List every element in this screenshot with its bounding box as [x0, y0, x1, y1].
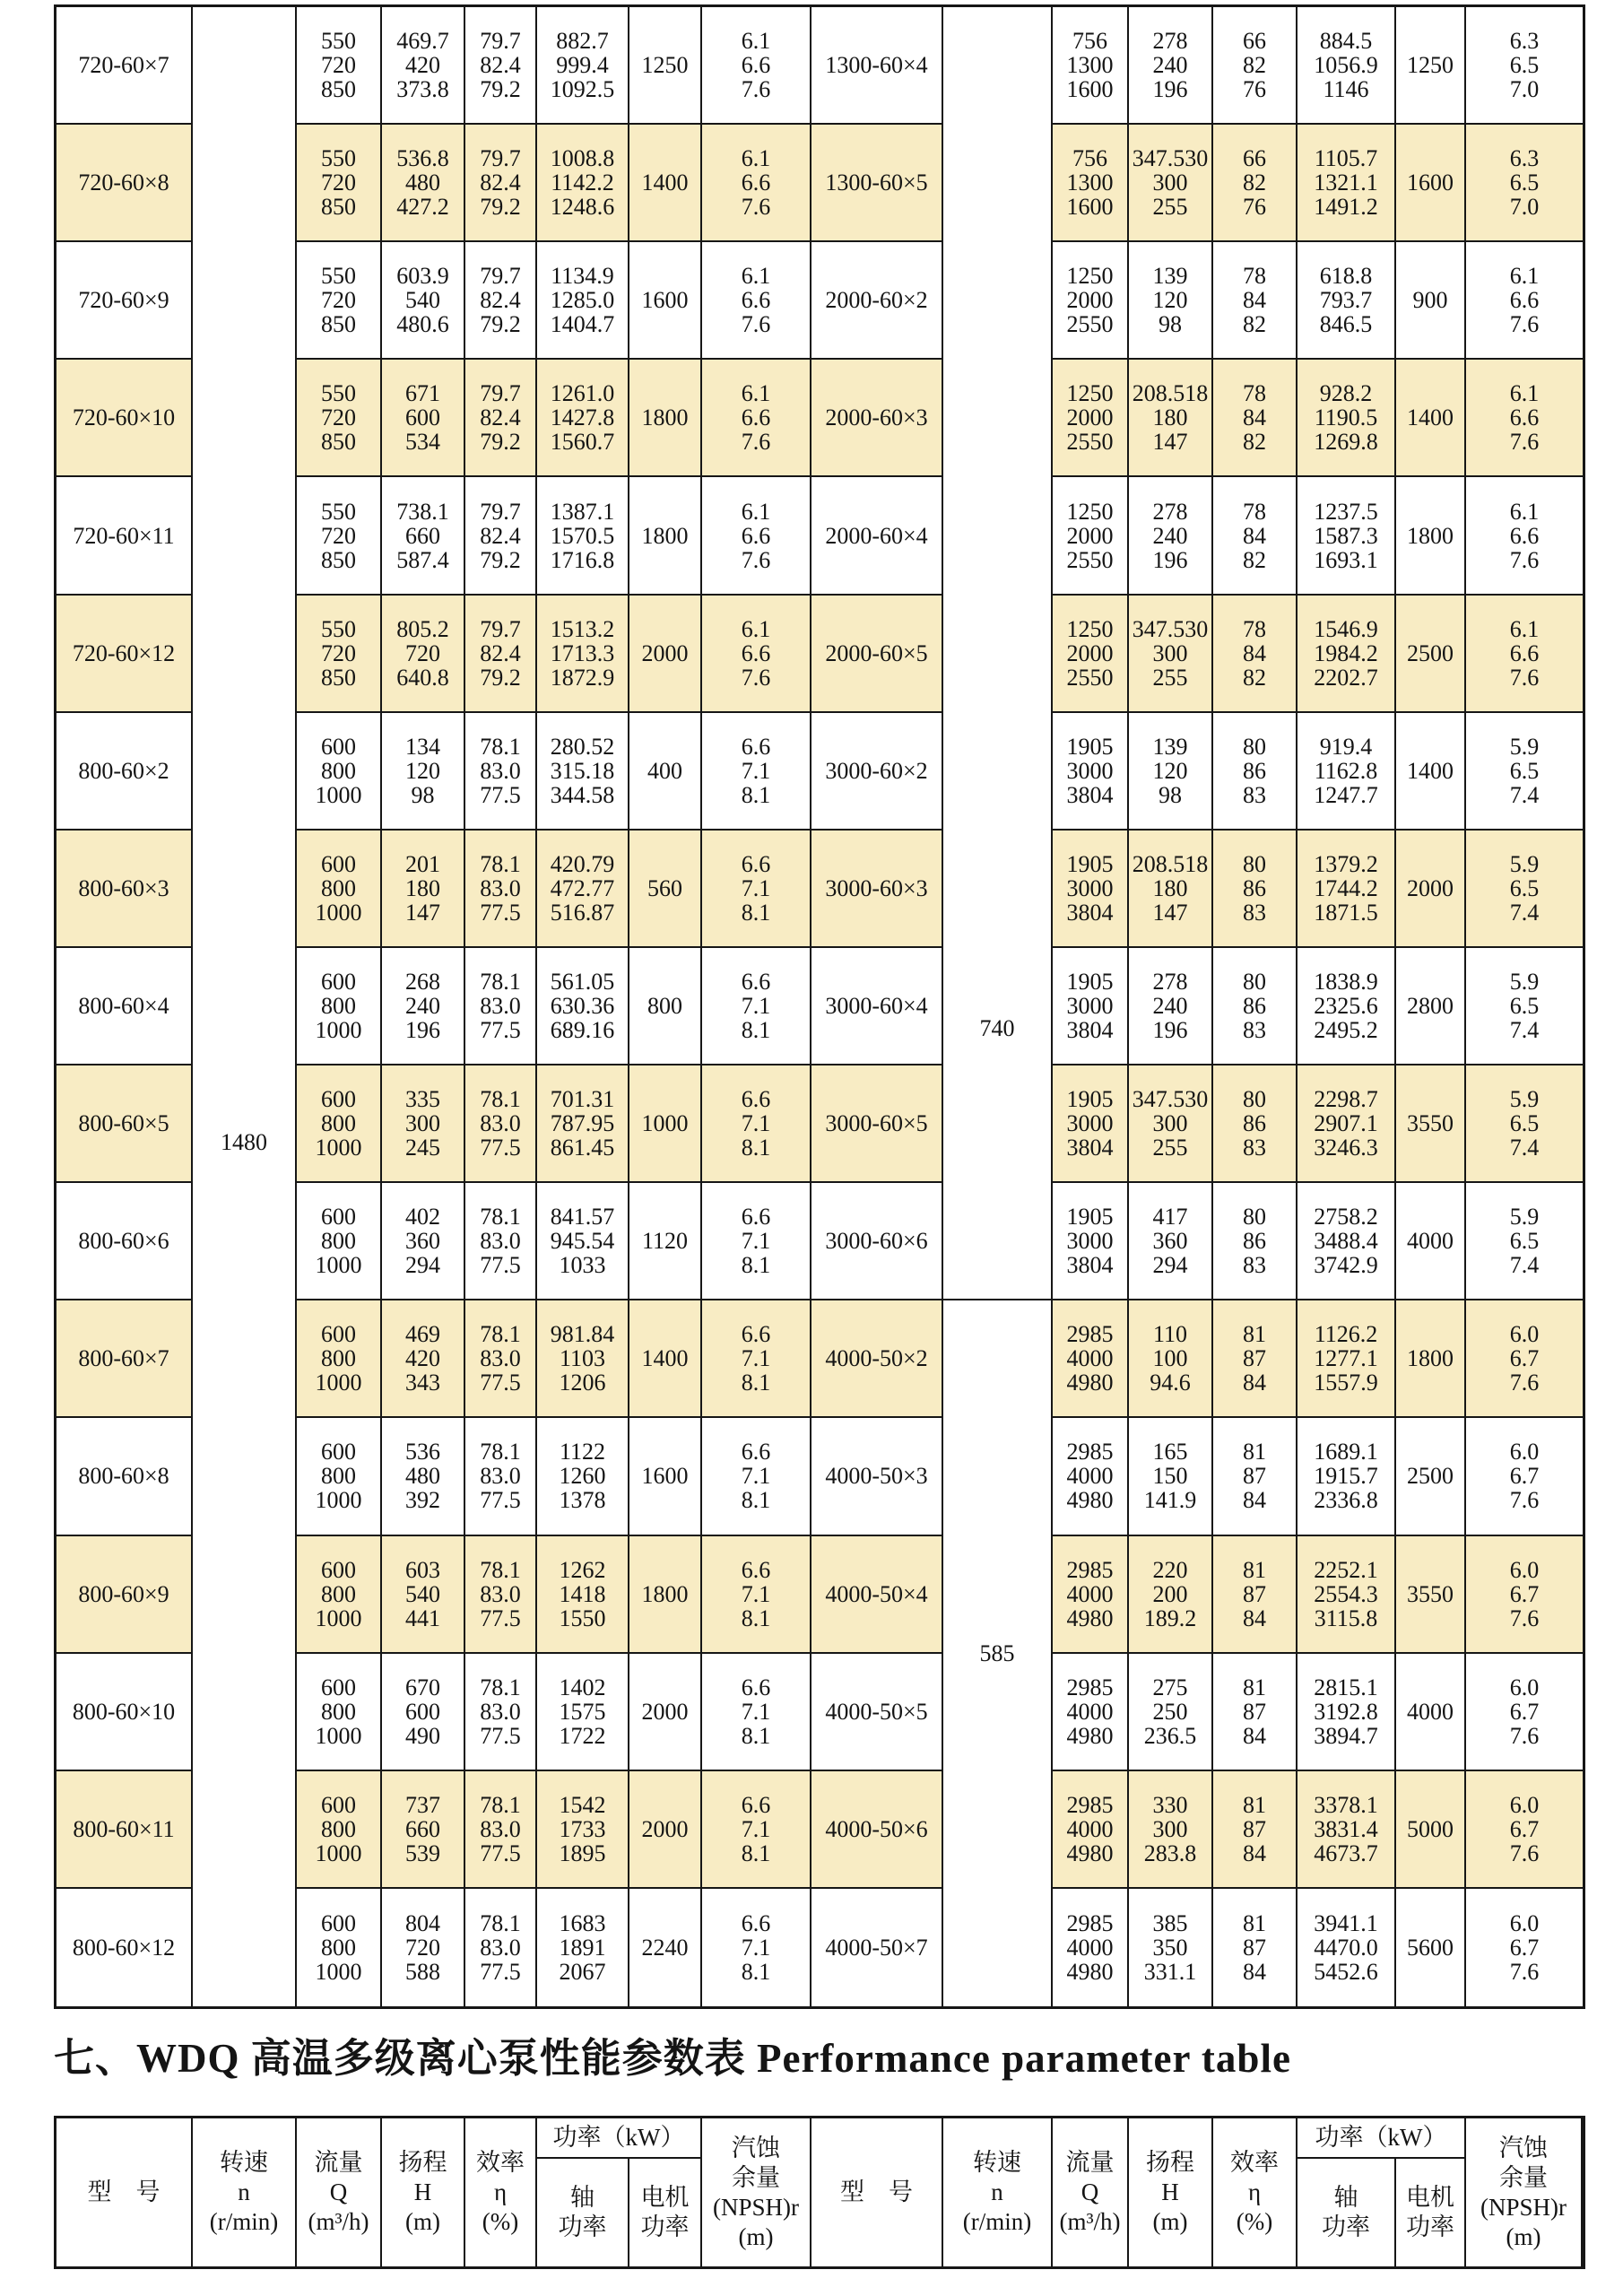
right-head-values: 278 240 196: [1129, 7, 1213, 125]
right-motor-power-value: 5000: [1396, 1771, 1466, 1889]
left-shaft-power-values: 1134.9 1285.0 1404.7: [537, 242, 629, 360]
right-model-cell: 3000-60×6: [812, 1183, 943, 1300]
left-motor-power-value: 2000: [629, 596, 702, 713]
left-head-values: 805.2 720 640.8: [382, 596, 465, 713]
left-efficiency-values: 78.1 83.0 77.5: [465, 831, 537, 948]
left-npsh-values: 6.6 7.1 8.1: [702, 831, 812, 948]
right-npsh-values: 5.9 6.5 7.4: [1466, 948, 1583, 1065]
right-motor-power-value: 1400: [1396, 713, 1466, 831]
left-head-values: 536 480 392: [382, 1418, 465, 1535]
left-head-values: 670 600 490: [382, 1654, 465, 1771]
left-flow-values: 600 800 1000: [297, 1771, 382, 1889]
left-motor-power-value: 2240: [629, 1889, 702, 2006]
left-model-cell: 720-60×9: [56, 242, 193, 360]
left-shaft-power-values: 1008.8 1142.2 1248.6: [537, 125, 629, 242]
right-efficiency-values: 78 84 82: [1213, 477, 1298, 595]
right-npsh-values: 6.0 6.7 7.6: [1466, 1536, 1583, 1654]
right-motor-power-value: 2500: [1396, 1418, 1466, 1535]
left-head-values: 268 240 196: [382, 948, 465, 1065]
left-model-cell: 720-60×8: [56, 125, 193, 242]
right-head-values: 278 240 196: [1129, 948, 1213, 1065]
left-shaft-power-values: 1513.2 1713.3 1872.9: [537, 596, 629, 713]
right-head-values: 385 350 331.1: [1129, 1889, 1213, 2006]
left-flow-values: 600 800 1000: [297, 713, 382, 831]
left-model-cell: 800-60×6: [56, 1183, 193, 1300]
left-model-cell: 800-60×11: [56, 1771, 193, 1889]
header-efficiency-2: 效率 η (%): [1213, 2118, 1298, 2266]
left-efficiency-values: 79.7 82.4 79.2: [465, 7, 537, 125]
right-efficiency-values: 80 86 83: [1213, 948, 1298, 1065]
header-head-2: 扬程 H (m): [1129, 2118, 1213, 2266]
right-motor-power-value: 1800: [1396, 1300, 1466, 1418]
speed-cell-left: [193, 7, 297, 2006]
right-head-values: 208.518 180 147: [1129, 831, 1213, 948]
left-npsh-values: 6.6 7.1 8.1: [702, 1771, 812, 1889]
right-motor-power-value: 2500: [1396, 596, 1466, 713]
left-motor-power-value: 1800: [629, 477, 702, 595]
left-flow-values: 600 800 1000: [297, 1183, 382, 1300]
right-model-cell: 1300-60×4: [812, 7, 943, 125]
left-shaft-power-values: 280.52 315.18 344.58: [537, 713, 629, 831]
left-npsh-values: 6.1 6.6 7.6: [702, 596, 812, 713]
left-head-values: 671 600 534: [382, 360, 465, 477]
right-model-cell: 4000-50×7: [812, 1889, 943, 2006]
right-npsh-values: 6.3 6.5 7.0: [1466, 7, 1583, 125]
right-head-values: 278 240 196: [1129, 477, 1213, 595]
left-shaft-power-values: 1122 1260 1378: [537, 1418, 629, 1535]
right-efficiency-values: 80 86 83: [1213, 1183, 1298, 1300]
left-npsh-values: 6.6 7.1 8.1: [702, 1654, 812, 1771]
right-flow-values: 2985 4000 4980: [1053, 1418, 1129, 1535]
right-motor-power-value: 4000: [1396, 1183, 1466, 1300]
left-model-cell: 800-60×9: [56, 1536, 193, 1654]
speed-value-1480: 1480: [221, 1129, 267, 1155]
right-shaft-power-values: 3941.1 4470.0 5452.6: [1298, 1889, 1396, 2006]
left-npsh-values: 6.1 6.6 7.6: [702, 242, 812, 360]
right-shaft-power-values: 2815.1 3192.8 3894.7: [1298, 1654, 1396, 1771]
left-motor-power-value: 400: [629, 713, 702, 831]
left-efficiency-values: 78.1 83.0 77.5: [465, 1300, 537, 1418]
right-head-values: 165 150 141.9: [1129, 1418, 1213, 1535]
right-npsh-values: 5.9 6.5 7.4: [1466, 713, 1583, 831]
left-efficiency-values: 79.7 82.4 79.2: [465, 125, 537, 242]
left-model-cell: 800-60×3: [56, 831, 193, 948]
left-flow-values: 600 800 1000: [297, 1065, 382, 1183]
left-npsh-values: 6.6 7.1 8.1: [702, 1300, 812, 1418]
speed-value-740: 740: [979, 1015, 1015, 1041]
right-shaft-power-values: 928.2 1190.5 1269.8: [1298, 360, 1396, 477]
right-efficiency-values: 66 82 76: [1213, 7, 1298, 125]
right-npsh-values: 6.0 6.7 7.6: [1466, 1771, 1583, 1889]
right-model-cell: 2000-60×4: [812, 477, 943, 595]
left-flow-values: 550 720 850: [297, 125, 382, 242]
left-shaft-power-values: 882.7 999.4 1092.5: [537, 7, 629, 125]
left-motor-power-value: 800: [629, 948, 702, 1065]
right-npsh-values: 6.0 6.7 7.6: [1466, 1654, 1583, 1771]
left-model-cell: 720-60×11: [56, 477, 193, 595]
right-npsh-values: 6.1 6.6 7.6: [1466, 360, 1583, 477]
left-motor-power-value: 2000: [629, 1654, 702, 1771]
left-efficiency-values: 78.1 83.0 77.5: [465, 948, 537, 1065]
right-model-cell: 3000-60×2: [812, 713, 943, 831]
left-npsh-values: 6.6 7.1 8.1: [702, 1183, 812, 1300]
right-efficiency-values: 78 84 82: [1213, 360, 1298, 477]
left-flow-values: 600 800 1000: [297, 1889, 382, 2006]
left-model-cell: 720-60×7: [56, 7, 193, 125]
header-npsh-2: 汽蚀 余量 (NPSH)r (m): [1466, 2118, 1583, 2266]
section-title: 七、WDQ 高温多级离心泵性能参数表 Performance parameter table: [54, 2036, 1291, 2081]
right-head-values: 220 200 189.2: [1129, 1536, 1213, 1654]
speed-cell-right-upper: [943, 7, 1053, 1300]
left-flow-values: 600 800 1000: [297, 831, 382, 948]
header-npsh: 汽蚀 余量 (NPSH)r (m): [702, 2118, 812, 2266]
left-efficiency-values: 78.1 83.0 77.5: [465, 713, 537, 831]
left-efficiency-values: 79.7 82.4 79.2: [465, 242, 537, 360]
right-efficiency-values: 80 86 83: [1213, 713, 1298, 831]
right-flow-values: 1905 3000 3804: [1053, 713, 1129, 831]
left-flow-values: 550 720 850: [297, 242, 382, 360]
right-shaft-power-values: 2252.1 2554.3 3115.8: [1298, 1536, 1396, 1654]
right-motor-power-value: 4000: [1396, 1654, 1466, 1771]
right-shaft-power-values: 1379.2 1744.2 1871.5: [1298, 831, 1396, 948]
header-motor-power-2: 电机 功率: [1396, 2159, 1466, 2266]
header-flow-2: 流量 Q (m³/h): [1053, 2118, 1129, 2266]
right-flow-values: 1250 2000 2550: [1053, 242, 1129, 360]
right-flow-values: 1250 2000 2550: [1053, 596, 1129, 713]
right-model-cell: 3000-60×3: [812, 831, 943, 948]
left-head-values: 402 360 294: [382, 1183, 465, 1300]
right-model-cell: 2000-60×5: [812, 596, 943, 713]
left-flow-values: 600 800 1000: [297, 1536, 382, 1654]
left-head-values: 603 540 441: [382, 1536, 465, 1654]
right-head-values: 139 120 98: [1129, 713, 1213, 831]
left-head-values: 335 300 245: [382, 1065, 465, 1183]
header-speed-2: 转速 n (r/min): [943, 2118, 1053, 2266]
left-efficiency-values: 78.1 83.0 77.5: [465, 1065, 537, 1183]
header-power-group: 功率（kW）: [537, 2118, 702, 2159]
header-shaft-power: 轴 功率: [537, 2159, 629, 2266]
right-model-cell: 3000-60×4: [812, 948, 943, 1065]
right-head-values: 347.530 300 255: [1129, 1065, 1213, 1183]
left-motor-power-value: 560: [629, 831, 702, 948]
left-model-cell: 720-60×12: [56, 596, 193, 713]
left-npsh-values: 6.6 7.1 8.1: [702, 1418, 812, 1535]
left-model-cell: 800-60×5: [56, 1065, 193, 1183]
left-shaft-power-values: 981.84 1103 1206: [537, 1300, 629, 1418]
left-efficiency-values: 78.1 83.0 77.5: [465, 1418, 537, 1535]
left-head-values: 603.9 540 480.6: [382, 242, 465, 360]
right-flow-values: 1905 3000 3804: [1053, 948, 1129, 1065]
left-motor-power-value: 1400: [629, 1300, 702, 1418]
right-npsh-values: 5.9 6.5 7.4: [1466, 831, 1583, 948]
left-model-cell: 720-60×10: [56, 360, 193, 477]
right-flow-values: 2985 4000 4980: [1053, 1536, 1129, 1654]
left-npsh-values: 6.6 7.1 8.1: [702, 713, 812, 831]
left-flow-values: 550 720 850: [297, 477, 382, 595]
right-npsh-values: 5.9 6.5 7.4: [1466, 1065, 1583, 1183]
left-motor-power-value: 1600: [629, 242, 702, 360]
left-efficiency-values: 78.1 83.0 77.5: [465, 1183, 537, 1300]
right-efficiency-values: 81 87 84: [1213, 1771, 1298, 1889]
right-motor-power-value: 1600: [1396, 125, 1466, 242]
left-model-cell: 800-60×7: [56, 1300, 193, 1418]
right-motor-power-value: 2800: [1396, 948, 1466, 1065]
left-motor-power-value: 1120: [629, 1183, 702, 1300]
header-efficiency: 效率 η (%): [465, 2118, 537, 2266]
left-efficiency-values: 79.7 82.4 79.2: [465, 360, 537, 477]
right-efficiency-values: 80 86 83: [1213, 831, 1298, 948]
right-shaft-power-values: 618.8 793.7 846.5: [1298, 242, 1396, 360]
left-efficiency-values: 78.1 83.0 77.5: [465, 1536, 537, 1654]
right-npsh-values: 6.1 6.6 7.6: [1466, 477, 1583, 595]
left-head-values: 469 420 343: [382, 1300, 465, 1418]
right-model-cell: 3000-60×5: [812, 1065, 943, 1183]
right-model-cell: 2000-60×2: [812, 242, 943, 360]
right-npsh-values: 5.9 6.5 7.4: [1466, 1183, 1583, 1300]
left-head-values: 536.8 480 427.2: [382, 125, 465, 242]
right-shaft-power-values: 1126.2 1277.1 1557.9: [1298, 1300, 1396, 1418]
right-model-cell: 4000-50×3: [812, 1418, 943, 1535]
right-efficiency-values: 81 87 84: [1213, 1889, 1298, 2006]
right-flow-values: 2985 4000 4980: [1053, 1654, 1129, 1771]
right-model-cell: 4000-50×2: [812, 1300, 943, 1418]
right-npsh-values: 6.3 6.5 7.0: [1466, 125, 1583, 242]
right-shaft-power-values: 1838.9 2325.6 2495.2: [1298, 948, 1396, 1065]
right-efficiency-values: 81 87 84: [1213, 1536, 1298, 1654]
header-head: 扬程 H (m): [382, 2118, 465, 2266]
right-motor-power-value: 5600: [1396, 1889, 1466, 2006]
right-model-cell: 2000-60×3: [812, 360, 943, 477]
left-head-values: 804 720 588: [382, 1889, 465, 2006]
right-shaft-power-values: 2298.7 2907.1 3246.3: [1298, 1065, 1396, 1183]
right-shaft-power-values: 3378.1 3831.4 4673.7: [1298, 1771, 1396, 1889]
right-flow-values: 1905 3000 3804: [1053, 831, 1129, 948]
left-shaft-power-values: 1262 1418 1550: [537, 1536, 629, 1654]
left-motor-power-value: 1800: [629, 360, 702, 477]
right-efficiency-values: 80 86 83: [1213, 1065, 1298, 1183]
right-flow-values: 2985 4000 4980: [1053, 1889, 1129, 2006]
left-efficiency-values: 79.7 82.4 79.2: [465, 477, 537, 595]
right-npsh-values: 6.0 6.7 7.6: [1466, 1300, 1583, 1418]
left-head-values: 469.7 420 373.8: [382, 7, 465, 125]
left-flow-values: 550 720 850: [297, 596, 382, 713]
left-shaft-power-values: 561.05 630.36 689.16: [537, 948, 629, 1065]
left-efficiency-values: 78.1 83.0 77.5: [465, 1654, 537, 1771]
right-model-cell: 1300-60×5: [812, 125, 943, 242]
header-model: 型 号: [56, 2118, 193, 2266]
left-shaft-power-values: 420.79 472.77 516.87: [537, 831, 629, 948]
right-efficiency-values: 66 82 76: [1213, 125, 1298, 242]
left-npsh-values: 6.6 7.1 8.1: [702, 1065, 812, 1183]
right-motor-power-value: 1800: [1396, 477, 1466, 595]
right-motor-power-value: 3550: [1396, 1536, 1466, 1654]
right-head-values: 417 360 294: [1129, 1183, 1213, 1300]
left-head-values: 134 120 98: [382, 713, 465, 831]
right-npsh-values: 6.1 6.6 7.6: [1466, 596, 1583, 713]
right-head-values: 347.530 300 255: [1129, 125, 1213, 242]
left-model-cell: 800-60×2: [56, 713, 193, 831]
left-npsh-values: 6.6 7.1 8.1: [702, 948, 812, 1065]
right-flow-values: 1905 3000 3804: [1053, 1183, 1129, 1300]
right-npsh-values: 6.0 6.7 7.6: [1509, 1909, 1540, 1985]
left-flow-values: 550 720 850: [297, 360, 382, 477]
right-flow-values: 756 1300 1600: [1053, 125, 1129, 242]
right-flow-values: 756 1300 1600: [1053, 7, 1129, 125]
right-motor-power-value: 2000: [1396, 831, 1466, 948]
right-head-values: 347.530 300 255: [1129, 596, 1213, 713]
left-motor-power-value: 2000: [629, 1771, 702, 1889]
right-efficiency-values: 81 87 84: [1213, 1654, 1298, 1771]
right-head-values: 275 250 236.5: [1129, 1654, 1213, 1771]
right-flow-values: 1905 3000 3804: [1053, 1065, 1129, 1183]
left-head-values: 738.1 660 587.4: [382, 477, 465, 595]
left-efficiency-values: 79.7 82.4 79.2: [465, 596, 537, 713]
right-model-cell: 4000-50×4: [812, 1536, 943, 1654]
right-efficiency-values: 81 87 84: [1213, 1418, 1298, 1535]
header-motor-power: 电机 功率: [629, 2159, 702, 2266]
left-efficiency-values: 78.1 83.0 77.5: [465, 1771, 537, 1889]
header-power-group-2: 功率（kW）: [1298, 2118, 1466, 2159]
right-flow-values: 2985 4000 4980: [1053, 1300, 1129, 1418]
left-motor-power-value: 1400: [629, 125, 702, 242]
right-efficiency-values: 78 84 82: [1213, 596, 1298, 713]
right-npsh-values: 6.1 6.6 7.6: [1466, 242, 1583, 360]
right-shaft-power-values: 1105.7 1321.1 1491.2: [1298, 125, 1396, 242]
left-npsh-values: 6.1 6.6 7.6: [702, 360, 812, 477]
left-npsh-values: 6.6 7.1 8.1: [702, 1536, 812, 1654]
right-flow-values: 1250 2000 2550: [1053, 477, 1129, 595]
left-flow-values: 550 720 850: [297, 7, 382, 125]
right-model-cell: 4000-50×5: [812, 1654, 943, 1771]
right-shaft-power-values: 919.4 1162.8 1247.7: [1298, 713, 1396, 831]
right-shaft-power-values: 1237.5 1587.3 1693.1: [1298, 477, 1396, 595]
right-npsh-values: 6.0 6.7 7.6: [1466, 1418, 1583, 1535]
left-flow-values: 600 800 1000: [297, 1418, 382, 1535]
left-shaft-power-values: 1261.0 1427.8 1560.7: [537, 360, 629, 477]
left-model-cell: 800-60×4: [56, 948, 193, 1065]
right-efficiency-values: 78 84 82: [1213, 242, 1298, 360]
right-efficiency-values: 81 87 84: [1213, 1300, 1298, 1418]
left-flow-values: 600 800 1000: [297, 1654, 382, 1771]
right-motor-power-value: 1400: [1396, 360, 1466, 477]
parameter-table-header: [54, 2116, 1585, 2269]
right-head-values: 330 300 283.8: [1129, 1771, 1213, 1889]
right-shaft-power-values: 1689.1 1915.7 2336.8: [1298, 1418, 1396, 1535]
left-motor-power-value: 1600: [629, 1418, 702, 1535]
header-speed: 转速 n (r/min): [193, 2118, 297, 2266]
left-shaft-power-values: 1542 1733 1895: [537, 1771, 629, 1889]
header-model-2: 型 号: [812, 2118, 943, 2266]
left-model-cell: 800-60×8: [56, 1418, 193, 1535]
header-shaft-power-2: 轴 功率: [1298, 2159, 1396, 2266]
left-shaft-power-values: 701.31 787.95 861.45: [537, 1065, 629, 1183]
right-head-values: 208.518 180 147: [1129, 360, 1213, 477]
left-motor-power-value: 1800: [629, 1536, 702, 1654]
right-shaft-power-values: 884.5 1056.9 1146: [1298, 7, 1396, 125]
left-motor-power-value: 1250: [629, 7, 702, 125]
left-head-values: 737 660 539: [382, 1771, 465, 1889]
performance-table: [54, 4, 1585, 2009]
left-shaft-power-values: 1402 1575 1722: [537, 1654, 629, 1771]
header-flow: 流量 Q (m³/h): [297, 2118, 382, 2266]
right-model-cell: 4000-50×6: [812, 1771, 943, 1889]
left-model-cell: 800-60×12: [56, 1889, 193, 2006]
left-shaft-power-values: 841.57 945.54 1033: [537, 1183, 629, 1300]
right-head-values: 110 100 94.6: [1129, 1300, 1213, 1418]
left-npsh-values: 6.6 7.1 8.1: [702, 1889, 812, 2006]
speed-cell-right-lower: 585: [943, 1300, 1053, 2006]
right-motor-power-value: 3550: [1396, 1065, 1466, 1183]
right-shaft-power-values: 2758.2 3488.4 3742.9: [1298, 1183, 1396, 1300]
right-flow-values: 2985 4000 4980: [1053, 1771, 1129, 1889]
left-shaft-power-values: 1683 1891 2067: [537, 1889, 629, 2006]
left-flow-values: 600 800 1000: [297, 1300, 382, 1418]
left-head-values: 201 180 147: [382, 831, 465, 948]
left-motor-power-value: 1000: [629, 1065, 702, 1183]
left-model-cell: 800-60×10: [56, 1654, 193, 1771]
right-head-values: 139 120 98: [1129, 242, 1213, 360]
left-flow-values: 600 800 1000: [297, 948, 382, 1065]
left-efficiency-values: 78.1 83.0 77.5: [465, 1889, 537, 2006]
left-npsh-values: 6.1 6.6 7.6: [702, 7, 812, 125]
left-npsh-values: 6.1 6.6 7.6: [702, 125, 812, 242]
right-flow-values: 1250 2000 2550: [1053, 360, 1129, 477]
right-shaft-power-values: 1546.9 1984.2 2202.7: [1298, 596, 1396, 713]
left-shaft-power-values: 1387.1 1570.5 1716.8: [537, 477, 629, 595]
right-motor-power-value: 900: [1396, 242, 1466, 360]
right-motor-power-value: 1250: [1396, 7, 1466, 125]
left-npsh-values: 6.1 6.6 7.6: [702, 477, 812, 595]
